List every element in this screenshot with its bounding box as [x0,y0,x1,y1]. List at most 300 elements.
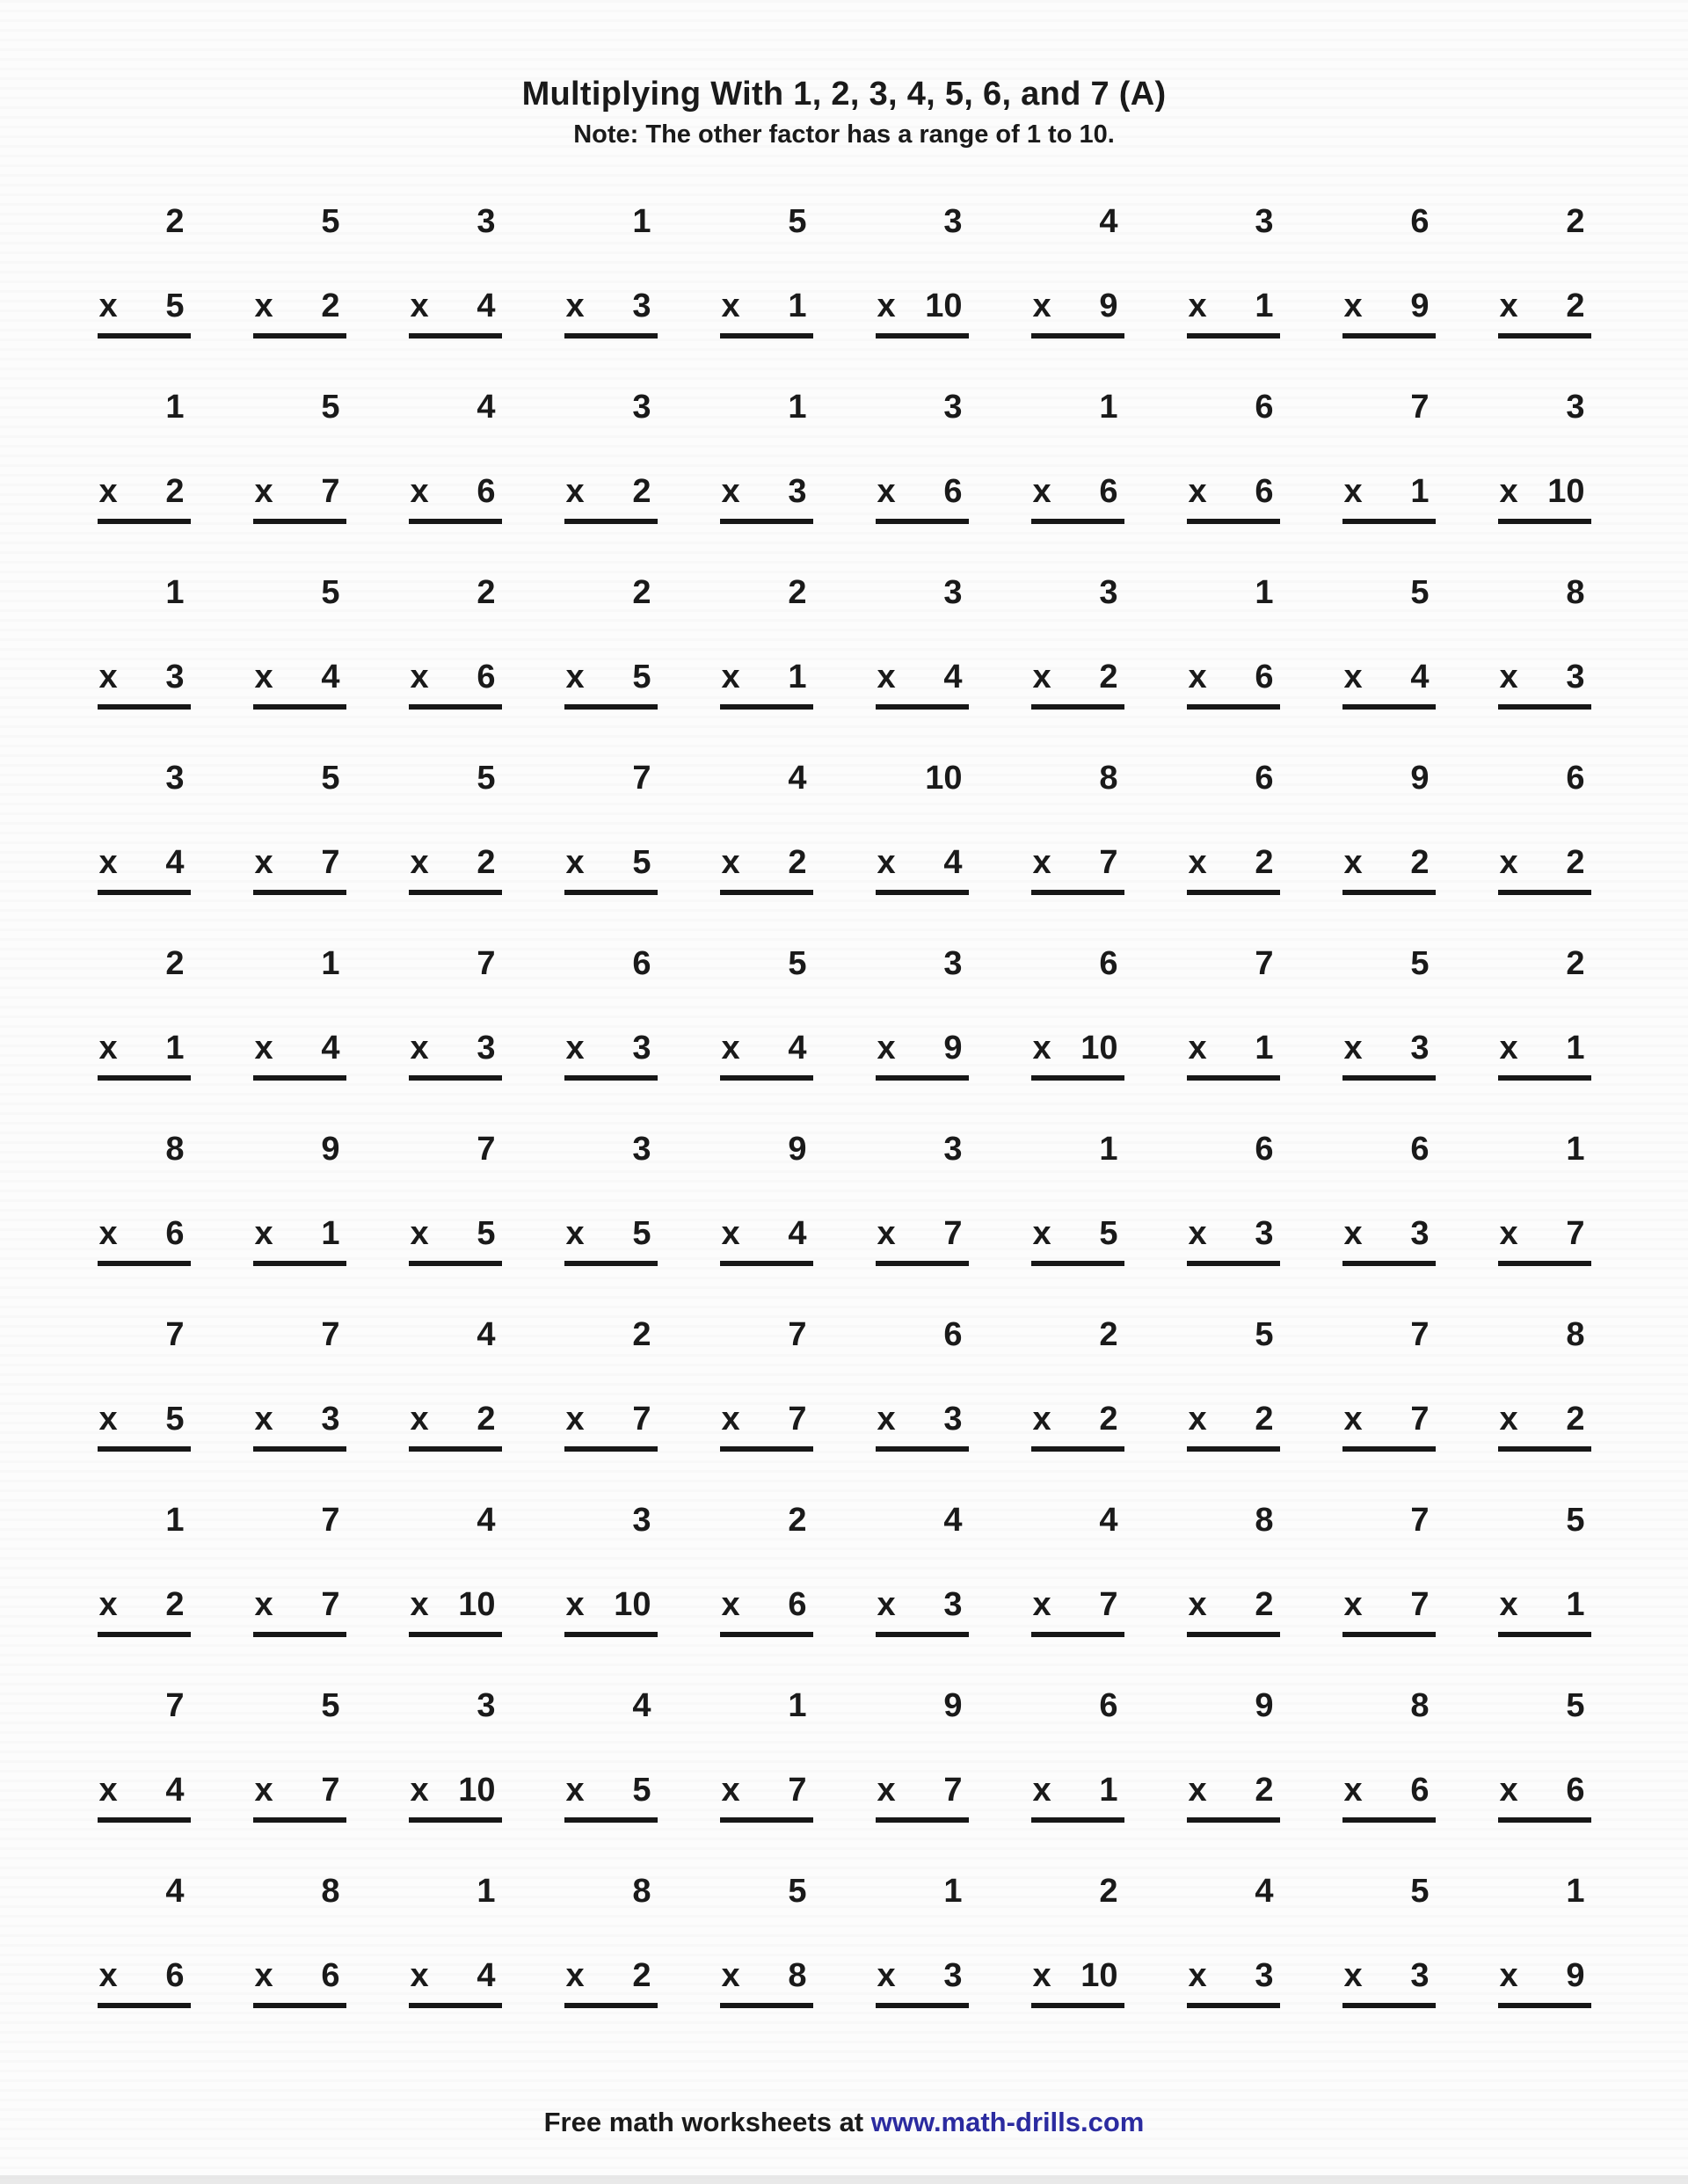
multiplier: 2 [1255,1772,1274,1809]
multiplicand: 1 [1255,574,1274,611]
problem [564,1497,658,1683]
multiplicand: 2 [632,574,651,611]
problem [253,384,346,570]
multiplicand: 3 [477,1687,496,1724]
problem [876,199,969,384]
multiply-sign: x [410,844,429,881]
multiply-sign: x [254,1215,273,1252]
multiplier: 7 [632,1401,651,1438]
multiplier: 5 [632,659,651,695]
multiply-sign: x [565,1215,585,1252]
multiplicand: 9 [1410,760,1430,797]
multiply-sign: x [1188,1401,1207,1438]
problem [876,384,969,570]
problem [253,941,346,1126]
multiplier: 10 [458,1772,496,1809]
problem [1031,941,1124,1126]
multiplicand: 5 [1566,1502,1585,1539]
problem [1342,570,1436,755]
multiplicand: 3 [165,760,185,797]
problem-bottom-line [720,1956,813,2008]
multiplier: 3 [477,1030,496,1067]
multiply-sign: x [1499,659,1518,695]
problem-bottom-line [1187,1029,1280,1081]
multiply-sign: x [877,1215,896,1252]
problem [720,1497,813,1683]
multiply-sign: x [1032,1772,1051,1809]
problem-bottom-line [1187,1771,1280,1823]
multiplier: 7 [321,473,340,510]
problem [253,1312,346,1497]
multiply-sign: x [721,1030,740,1067]
problem-bottom-line [720,658,813,710]
multiplier: 9 [1410,288,1430,324]
multiplicand: 6 [1099,945,1118,982]
multiplier: 3 [1410,1215,1430,1252]
multiplier: 1 [788,659,807,695]
problem [98,1868,191,2054]
multiplicand: 8 [632,1873,651,1910]
problem-bottom-line [1031,1400,1124,1452]
multiply-sign: x [565,1586,585,1623]
multiplicand: 1 [165,574,185,611]
multiplier: 10 [925,288,963,324]
problem-bottom-line [1031,1029,1124,1081]
multiply-sign: x [410,659,429,695]
problem-bottom-line [564,1214,658,1266]
multiply-sign: x [98,473,118,510]
problem-bottom-line [876,1400,969,1452]
multiply-sign: x [721,1772,740,1809]
multiply-sign: x [1188,1030,1207,1067]
multiplicand: 2 [165,203,185,240]
problem [409,1312,502,1497]
multiplicand: 2 [788,1502,807,1539]
multiplier: 1 [788,288,807,324]
multiplicand: 4 [165,1873,185,1910]
problem-bottom-line [253,287,346,339]
problem-bottom-line [564,472,658,524]
multiplicand: 3 [1566,389,1585,426]
problem [1342,1312,1436,1497]
multiplicand: 6 [1255,1131,1274,1168]
problem-bottom-line [720,1400,813,1452]
problem-bottom-line [564,1956,658,2008]
multiplicand: 1 [1099,1131,1118,1168]
problem [1031,384,1124,570]
multiply-sign: x [565,659,585,695]
multiplicand: 1 [943,1873,963,1910]
problem [564,1312,658,1497]
multiplier: 3 [943,1401,963,1438]
problem [1031,1868,1124,2054]
multiplier: 2 [1255,1586,1274,1623]
multiply-sign: x [1499,1030,1518,1067]
problem-bottom-line [564,1585,658,1637]
problem-row [66,1126,1622,1312]
problem-bottom-line [876,472,969,524]
multiply-sign: x [1032,288,1051,324]
multiplier: 7 [943,1215,963,1252]
problem [253,755,346,941]
problem-bottom-line [876,1214,969,1266]
multiplicand: 1 [1099,389,1118,426]
multiplicand: 7 [321,1316,340,1353]
multiplicand: 7 [165,1316,185,1353]
multiply-sign: x [721,1401,740,1438]
problem-bottom-line [1187,472,1280,524]
multiply-sign: x [1499,473,1518,510]
problem-row [66,1868,1622,2054]
multiply-sign: x [410,1030,429,1067]
multiplier: 7 [788,1772,807,1809]
multiplier: 2 [477,844,496,881]
multiplicand: 5 [788,945,807,982]
multiply-sign: x [254,1401,273,1438]
multiplier: 6 [477,473,496,510]
multiplicand: 5 [321,760,340,797]
multiplier: 3 [632,1030,651,1067]
multiply-sign: x [410,1772,429,1809]
multiply-sign: x [254,1957,273,1994]
multiplicand: 3 [943,945,963,982]
multiplier: 7 [321,1772,340,1809]
problem-bottom-line [253,472,346,524]
multiplier: 3 [788,473,807,510]
problem-bottom-line [1187,1214,1280,1266]
problem-bottom-line [1031,1771,1124,1823]
multiply-sign: x [1343,1215,1363,1252]
multiplicand: 5 [788,203,807,240]
problem-bottom-line [564,1400,658,1452]
problem-bottom-line [253,1400,346,1452]
multiply-sign: x [877,473,896,510]
multiply-sign: x [1343,473,1363,510]
multiplier: 1 [1410,473,1430,510]
multiply-sign: x [721,844,740,881]
multiply-sign: x [254,473,273,510]
multiplicand: 2 [632,1316,651,1353]
footer-link[interactable]: www.math-drills.com [870,2107,1145,2137]
multiplicand: 1 [632,203,651,240]
problem [564,570,658,755]
problem-bottom-line [409,1029,502,1081]
multiply-sign: x [98,1586,118,1623]
multiplier: 4 [165,1772,185,1809]
multiplier: 10 [1080,1957,1118,1994]
multiplicand: 5 [321,203,340,240]
multiplicand: 7 [1410,1316,1430,1353]
multiply-sign: x [1343,1586,1363,1623]
multiply-sign: x [1343,1401,1363,1438]
multiply-sign: x [565,473,585,510]
problem-row [66,384,1622,570]
multiplier: 8 [788,1957,807,1994]
multiplicand: 3 [943,389,963,426]
multiply-sign: x [1032,1586,1051,1623]
problem-bottom-line [253,1214,346,1266]
multiply-sign: x [1032,659,1051,695]
problem-bottom-line [98,1956,191,2008]
multiplier: 6 [1099,473,1118,510]
problem-bottom-line [1031,1956,1124,2008]
multiply-sign: x [254,659,273,695]
problem [98,1497,191,1683]
problem [1498,1683,1591,1868]
multiply-sign: x [877,1401,896,1438]
problem-bottom-line [1342,1400,1436,1452]
problem-row [66,199,1622,384]
multiplier: 4 [788,1215,807,1252]
multiply-sign: x [1343,288,1363,324]
problem-bottom-line [876,843,969,895]
multiplicand: 1 [165,1502,185,1539]
multiplicand: 4 [477,1316,496,1353]
problem-bottom-line [98,658,191,710]
multiplicand: 7 [477,945,496,982]
problem [253,570,346,755]
multiplicand: 4 [943,1502,963,1539]
multiplicand: 5 [477,760,496,797]
multiply-sign: x [877,1772,896,1809]
multiplicand: 3 [477,203,496,240]
multiplier: 4 [788,1030,807,1067]
multiplier: 6 [165,1957,185,1994]
multiplier: 2 [165,1586,185,1623]
problem [720,1312,813,1497]
multiplier: 6 [165,1215,185,1252]
multiply-sign: x [410,1957,429,1994]
multiplier: 2 [477,1401,496,1438]
multiply-sign: x [98,1030,118,1067]
multiply-sign: x [98,1215,118,1252]
problem [720,1126,813,1312]
multiplicand: 9 [321,1131,340,1168]
problem [253,1868,346,2054]
multiply-sign: x [410,288,429,324]
problem-row [66,941,1622,1126]
footer [0,2107,1688,2138]
problem-bottom-line [409,1956,502,2008]
problem-bottom-line [253,1771,346,1823]
multiply-sign: x [565,1772,585,1809]
problem-bottom-line [1342,1956,1436,2008]
problem-bottom-line [1342,843,1436,895]
problem-bottom-line [720,1771,813,1823]
multiplier: 6 [1410,1772,1430,1809]
multiply-sign: x [1499,1401,1518,1438]
multiplicand: 3 [632,389,651,426]
problem [409,570,502,755]
multiplier: 2 [632,1957,651,1994]
problem [720,1683,813,1868]
problem [876,941,969,1126]
multiplier: 2 [1099,1401,1118,1438]
multiplicand: 8 [321,1873,340,1910]
problem-bottom-line [409,1214,502,1266]
problem-bottom-line [98,1400,191,1452]
problem [720,755,813,941]
problem-bottom-line [98,287,191,339]
problem [98,384,191,570]
problem-bottom-line [1498,1400,1591,1452]
multiplicand: 9 [943,1687,963,1724]
multiplier: 5 [165,288,185,324]
problem [1031,1312,1124,1497]
problem-bottom-line [1498,1956,1591,2008]
problem [564,384,658,570]
multiplier: 5 [1099,1215,1118,1252]
problem-bottom-line [98,1214,191,1266]
problem [720,199,813,384]
problem [409,384,502,570]
multiply-sign: x [721,1957,740,1994]
multiplicand: 6 [1410,1131,1430,1168]
multiply-sign: x [254,288,273,324]
multiplier: 1 [165,1030,185,1067]
multiplicand: 5 [788,1873,807,1910]
multiply-sign: x [1499,844,1518,881]
multiply-sign: x [565,844,585,881]
multiplicand: 9 [1255,1687,1274,1724]
problem [1342,1868,1436,2054]
problem [1187,1497,1280,1683]
multiply-sign: x [1499,1957,1518,1994]
problem [409,1683,502,1868]
multiply-sign: x [1032,1215,1051,1252]
problem-bottom-line [1031,843,1124,895]
multiplier: 5 [632,844,651,881]
multiply-sign: x [98,288,118,324]
problem [98,199,191,384]
multiplicand: 7 [1255,945,1274,982]
multiplicand: 2 [1099,1316,1118,1353]
problem-bottom-line [876,1956,969,2008]
multiplicand: 6 [1099,1687,1118,1724]
multiply-sign: x [1032,844,1051,881]
multiplicand: 7 [477,1131,496,1168]
multiply-sign: x [877,1586,896,1623]
multiplier: 7 [1099,844,1118,881]
problem-bottom-line [98,472,191,524]
multiplier: 9 [1099,288,1118,324]
multiplier: 6 [1566,1772,1585,1809]
multiplier: 1 [1099,1772,1118,1809]
problem [1187,384,1280,570]
multiplicand: 1 [477,1873,496,1910]
problem [98,1126,191,1312]
problem [720,384,813,570]
multiplicand: 1 [788,389,807,426]
problem-bottom-line [1342,1771,1436,1823]
problem-row [66,1312,1622,1497]
problem [1187,941,1280,1126]
problem [1498,755,1591,941]
multiplicand: 7 [632,760,651,797]
problem-bottom-line [409,1771,502,1823]
multiplier: 1 [321,1215,340,1252]
multiplicand: 7 [1410,1502,1430,1539]
multiplier: 10 [1547,473,1585,510]
multiply-sign: x [1188,1772,1207,1809]
problem-bottom-line [98,1585,191,1637]
problem-bottom-line [1031,472,1124,524]
multiplicand: 5 [1410,1873,1430,1910]
multiply-sign: x [1343,1772,1363,1809]
problem-bottom-line [1498,287,1591,339]
problem [1342,1497,1436,1683]
multiplier: 3 [1566,659,1585,695]
problem-bottom-line [1031,1585,1124,1637]
multiplier: 6 [1255,659,1274,695]
problem [564,755,658,941]
multiplier: 4 [943,844,963,881]
footer-text: Free math worksheets at [543,2107,871,2137]
multiply-sign: x [1499,1215,1518,1252]
multiplier: 6 [1255,473,1274,510]
multiplicand: 6 [1410,203,1430,240]
multiplicand: 4 [477,389,496,426]
problem [720,1868,813,2054]
multiply-sign: x [1343,1957,1363,1994]
problem [720,570,813,755]
multiplicand: 1 [1566,1131,1585,1168]
problem [1342,755,1436,941]
problem [253,1126,346,1312]
problem [1187,1868,1280,2054]
multiply-sign: x [1188,1586,1207,1623]
problem-bottom-line [98,1771,191,1823]
multiplicand: 1 [788,1687,807,1724]
problem [253,1497,346,1683]
problem [409,1868,502,2054]
multiplier: 2 [1566,844,1585,881]
multiply-sign: x [98,659,118,695]
multiplier: 2 [1566,1401,1585,1438]
multiplier: 3 [1410,1957,1430,1994]
problem [1031,199,1124,384]
multiplier: 3 [1255,1215,1274,1252]
problem-bottom-line [1498,1585,1591,1637]
multiplier: 10 [1080,1030,1118,1067]
multiplier: 5 [632,1772,651,1809]
multiplier: 1 [1566,1586,1585,1623]
problem [564,941,658,1126]
multiplier: 7 [1410,1401,1430,1438]
problem [1498,1126,1591,1312]
problem-bottom-line [1187,843,1280,895]
multiplier: 7 [1566,1215,1585,1252]
multiplicand: 5 [321,389,340,426]
problem [1498,570,1591,755]
multiply-sign: x [1032,1030,1051,1067]
multiplier: 2 [632,473,651,510]
multiplicand: 6 [1255,760,1274,797]
multiply-sign: x [1188,288,1207,324]
multiplicand: 8 [165,1131,185,1168]
problem [1031,570,1124,755]
problem [1342,1683,1436,1868]
multiplicand: 8 [1255,1502,1274,1539]
multiply-sign: x [410,1401,429,1438]
multiplicand: 2 [477,574,496,611]
multiply-sign: x [410,1586,429,1623]
multiplicand: 6 [632,945,651,982]
problem-bottom-line [564,658,658,710]
problem-bottom-line [1498,1771,1591,1823]
multiply-sign: x [877,288,896,324]
problem-bottom-line [720,843,813,895]
